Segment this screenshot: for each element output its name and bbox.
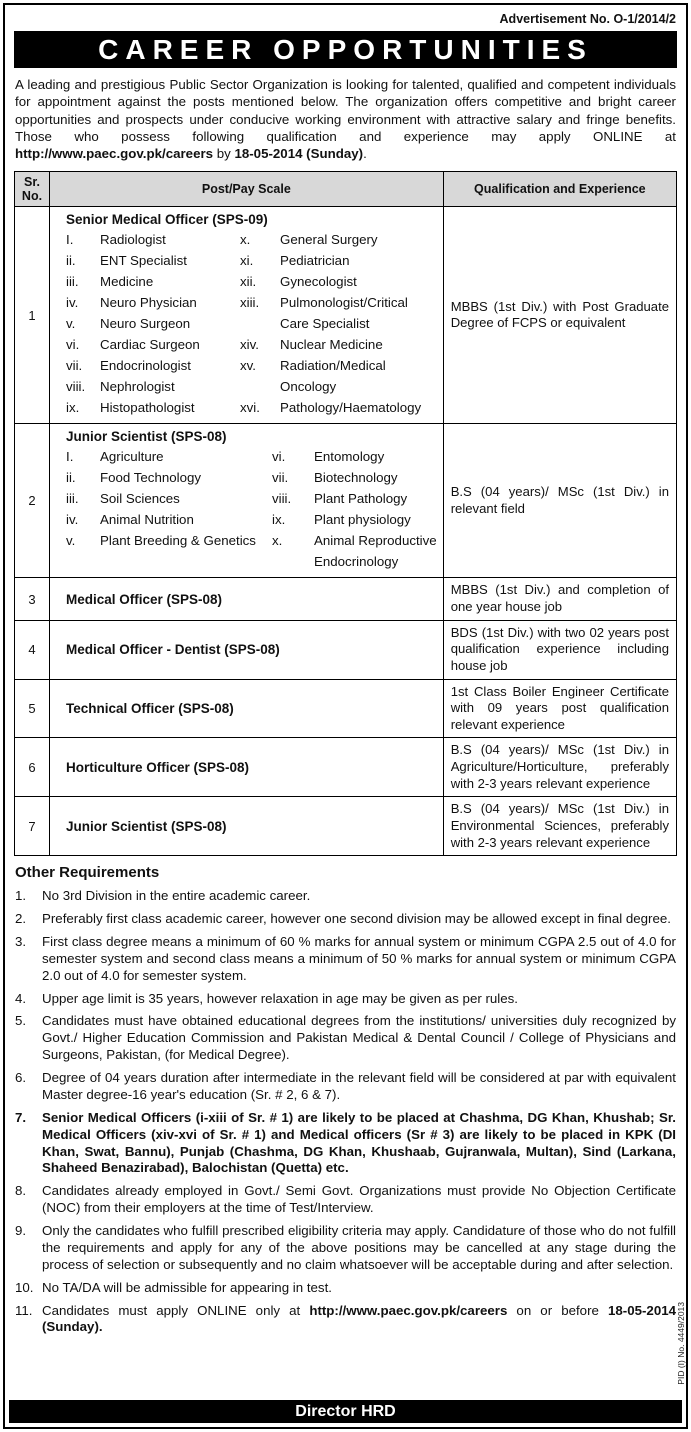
requirement-text-part: Candidates must apply ONLINE only at xyxy=(42,1302,310,1318)
deadline-date: 18-05-2014 (Sunday) xyxy=(234,146,364,162)
list-numeral: viii. xyxy=(66,379,86,395)
discipline-list xyxy=(66,446,437,572)
pid-note: PID (I) No. 4449/2013 xyxy=(676,1302,686,1385)
list-numeral: v. xyxy=(66,533,76,549)
list-numeral: xii. xyxy=(240,274,257,290)
requirement-text: Candidates already employed in Govt./ Semi Govt. Organizations must provide No Objection Certificate (NOC) from their employers at the time of Test/Interview. xyxy=(42,1183,676,1216)
requirement-text-part: on or before xyxy=(507,1302,608,1318)
sr-number: 5 xyxy=(15,679,50,738)
footer-banner xyxy=(9,1400,682,1423)
requirement-text: Upper age limit is 35 years, however relaxation in age may be given as per rules. xyxy=(42,990,518,1006)
requirement-item xyxy=(15,1280,676,1297)
list-numeral: ii. xyxy=(66,253,76,269)
qualification-text: B.S (04 years)/ MSc (1st Div.) in Agriculture/Horticulture, preferably with 2-3 years relevant experience xyxy=(443,738,676,797)
list-numeral: xiii. xyxy=(240,295,260,311)
requirement-item xyxy=(15,911,676,928)
list-label: Animal Reproductive xyxy=(314,533,437,549)
list-label: Pulmonologist/Critical xyxy=(280,295,408,311)
header-sr-no: Sr. No. xyxy=(15,172,50,207)
requirement-item xyxy=(15,1183,676,1217)
list-label: Biotechnology xyxy=(314,470,398,486)
list-label: Plant physiology xyxy=(314,512,411,528)
requirement-number: 9. xyxy=(15,1223,27,1239)
intro-text: . xyxy=(363,146,367,162)
list-numeral xyxy=(240,376,280,397)
list-label: Oncology xyxy=(280,379,337,395)
requirement-item xyxy=(15,1303,676,1337)
list-numeral: iv. xyxy=(66,512,79,528)
list-numeral: xv. xyxy=(240,358,257,374)
list-numeral: ix. xyxy=(272,512,286,528)
apply-url: http://www.paec.gov.pk/careers xyxy=(15,146,214,162)
qualification-text: 1st Class Boiler Engineer Certificate with 09 years post qualification relevant experience xyxy=(443,679,676,738)
post-cell xyxy=(50,207,444,424)
post-title: Junior Scientist (SPS-08) xyxy=(50,797,444,856)
qualification-text: MBBS (1st Div.) and completion of one year house job xyxy=(443,578,676,620)
list-label: Animal Nutrition xyxy=(100,512,194,528)
requirement-text: Candidates must have obtained educational degrees from the institutions/ universities duly recognized by Govt./ Higher Education Commission and Pakistan Medical & Dental Council / College of Physicians and Surgeons, Pakistan, (for Medical Degree). xyxy=(42,1013,676,1063)
list-numeral: I. xyxy=(66,232,74,248)
requirement-number: 10. xyxy=(15,1279,34,1295)
list-label: Plant Breeding & Genetics xyxy=(100,533,256,549)
table-row xyxy=(15,797,677,856)
list-numeral xyxy=(272,551,314,572)
list-label xyxy=(100,551,272,572)
list-numeral: vii. xyxy=(272,470,289,486)
list-label: Food Technology xyxy=(100,470,202,486)
list-numeral: iii. xyxy=(66,274,79,290)
header-post-pay-scale: Post/Pay Scale xyxy=(50,172,444,207)
requirement-number: 5. xyxy=(15,1013,27,1029)
requirement-text: No 3rd Division in the entire academic career. xyxy=(42,888,311,904)
list-label: Gynecologist xyxy=(280,274,357,290)
post-title: Medical Officer (SPS-08) xyxy=(50,578,444,620)
intro-text: by xyxy=(213,146,235,162)
post-title: Horticulture Officer (SPS-08) xyxy=(50,738,444,797)
sr-number: 4 xyxy=(15,620,50,679)
requirement-text xyxy=(42,1303,676,1337)
page-title: CAREER OPPORTUNITIES xyxy=(98,34,593,65)
list-label: Cardiac Surgeon xyxy=(100,337,200,353)
qualification-text: B.S (04 years)/ MSc (1st Div.) in Environmental Sciences, preferably with 2-3 years relevant experience xyxy=(443,797,676,856)
header-qualification: Qualification and Experience xyxy=(443,172,676,207)
requirement-item xyxy=(15,991,676,1008)
apply-url: http://www.paec.gov.pk/careers xyxy=(309,1302,508,1318)
requirement-number: 6. xyxy=(15,1070,27,1086)
post-title: Junior Scientist (SPS-08) xyxy=(66,429,227,445)
newspaper-advertisement xyxy=(3,3,688,1429)
footer-title: Director HRD xyxy=(295,1403,396,1420)
sr-number: 1 xyxy=(15,207,50,424)
list-numeral: iv. xyxy=(66,295,79,311)
list-numeral: xi. xyxy=(240,253,254,269)
requirement-number: 11. xyxy=(15,1302,33,1318)
list-numeral: I. xyxy=(66,449,74,465)
post-title: Senior Medical Officer (SPS-09) xyxy=(66,212,268,228)
list-numeral: xiv. xyxy=(240,337,259,353)
list-label: Radiologist xyxy=(100,232,166,248)
requirement-item xyxy=(15,1223,676,1274)
list-label: Endocrinologist xyxy=(100,358,191,374)
requirement-text: First class degree means a minimum of 60 % marks for annual system or minimum CGPA 2.5 out of 4.0 for semester system and second class means a minimum of 50 % marks for annual system or minimum CGPA 2.0 out of 4.0 for semester system. xyxy=(42,933,676,983)
list-label: Agriculture xyxy=(100,449,164,465)
list-label: Pediatrician xyxy=(280,253,350,269)
list-numeral: v. xyxy=(66,316,76,332)
requirement-number: 1. xyxy=(15,888,27,904)
requirement-number: 3. xyxy=(15,933,27,949)
intro-paragraph xyxy=(15,76,676,162)
list-numeral: xvi. xyxy=(240,400,260,416)
table-row xyxy=(15,620,677,679)
requirement-item xyxy=(15,1110,676,1178)
qualification-text: B.S (04 years)/ MSc (1st Div.) in relevant field xyxy=(443,424,676,578)
sr-number: 3 xyxy=(15,578,50,620)
title-banner xyxy=(14,31,677,68)
intro-text: A leading and prestigious Public Sector Organization is looking for talented, qualified and competent individuals for appointment against the posts mentioned below. The organization offers competitive and bright career opportunities and prospects under conducive working environment with attractive salary and fringe benefits. Those who possess following qualification and experience may apply ONLINE at xyxy=(15,77,676,144)
other-requirements-section xyxy=(14,864,677,1336)
qualification-text: MBBS (1st Div.) with Post Graduate Degree of FCPS or equivalent xyxy=(443,207,676,424)
table-header-row xyxy=(15,172,677,207)
specialty-list xyxy=(66,229,437,418)
sr-number: 7 xyxy=(15,797,50,856)
sr-number: 2 xyxy=(15,424,50,578)
list-label: Soil Sciences xyxy=(100,491,180,507)
requirement-item xyxy=(15,1013,676,1064)
list-numeral: vi. xyxy=(66,337,80,353)
requirement-number: 2. xyxy=(15,911,27,927)
list-numeral: viii. xyxy=(272,491,292,507)
table-row xyxy=(15,679,677,738)
requirement-number: 4. xyxy=(15,990,27,1006)
list-numeral xyxy=(66,551,100,572)
table-row xyxy=(15,424,677,578)
list-label: Care Specialist xyxy=(280,316,370,332)
table-row xyxy=(15,578,677,620)
requirement-item xyxy=(15,888,676,905)
list-label: General Surgery xyxy=(280,232,378,248)
requirement-text: Preferably first class academic career, however one second division may be allowed except in final degree. xyxy=(42,911,671,927)
post-title: Medical Officer - Dentist (SPS-08) xyxy=(50,620,444,679)
requirement-item xyxy=(15,1070,676,1104)
list-label: ENT Specialist xyxy=(100,253,187,269)
list-label: Plant Pathology xyxy=(314,491,408,507)
list-label: Neuro Surgeon xyxy=(100,316,191,332)
list-label: Pathology/Haematology xyxy=(280,400,422,416)
requirement-text: Degree of 04 years duration after intermediate in the relevant field will be considered at par with equivalent Master degree-16 year's education (Sr. # 2, 6 & 7). xyxy=(42,1070,676,1102)
requirement-text: No TA/DA will be admissible for appearing in test. xyxy=(42,1279,332,1295)
list-label: Medicine xyxy=(100,274,154,290)
list-numeral xyxy=(240,313,280,334)
list-label: Nephrologist xyxy=(100,379,175,395)
list-numeral: x. xyxy=(272,533,283,549)
list-label: Neuro Physician xyxy=(100,295,197,311)
requirement-text: Only the candidates who fulfill prescribed eligibility criteria may apply. Candidature of those who do not fulfill the requirements and apply for any of the above positions may be cancelled at any stage during the process of selection or subsequently and no claim whatsoever will be acceptable during and after selection. xyxy=(42,1223,676,1272)
requirement-number: 8. xyxy=(15,1183,27,1199)
list-numeral: iii. xyxy=(66,491,79,507)
deadline-date: 18-05-2014 (Sunday). xyxy=(42,1302,677,1335)
list-numeral: x. xyxy=(240,232,251,248)
table-row xyxy=(15,207,677,424)
list-label: Radiation/Medical xyxy=(280,358,386,374)
list-numeral: ii. xyxy=(66,470,76,486)
list-numeral: vii. xyxy=(66,358,83,374)
requirement-text: Senior Medical Officers (i-xiii of Sr. # 1) are likely to be placed at Chashma, DG Khan, Khushab; Sr. Medical Officers (xiv-xvi of Sr. # 1) and Medical officers (Sr # 3) are likely to be placed in KPK (DI Khan, Swat, Bannu), Punjab (Chashma, DG Khan, Khushaab, Gujranwala, Multan), Sind (Larkana, Shaheed Benazirabad), Balochistan (Quetta) etc. xyxy=(42,1109,676,1176)
jobs-table xyxy=(14,171,677,856)
list-numeral: ix. xyxy=(66,400,80,416)
list-numeral: vi. xyxy=(272,449,286,465)
qualification-text: BDS (1st Div.) with two 02 years post qualification experience including house job xyxy=(443,620,676,679)
list-label: Entomology xyxy=(314,449,385,465)
list-label: Histopathologist xyxy=(100,400,195,416)
post-cell xyxy=(50,424,444,578)
requirement-item xyxy=(15,934,676,985)
table-row xyxy=(15,738,677,797)
section-heading: Other Requirements xyxy=(15,864,160,882)
post-title: Technical Officer (SPS-08) xyxy=(50,679,444,738)
list-label: Endocrinology xyxy=(314,554,399,570)
list-label: Nuclear Medicine xyxy=(280,337,383,353)
requirement-number: 7. xyxy=(15,1109,27,1125)
advertisement-number: Advertisement No. O-1/2014/2 xyxy=(499,12,676,26)
sr-number: 6 xyxy=(15,738,50,797)
